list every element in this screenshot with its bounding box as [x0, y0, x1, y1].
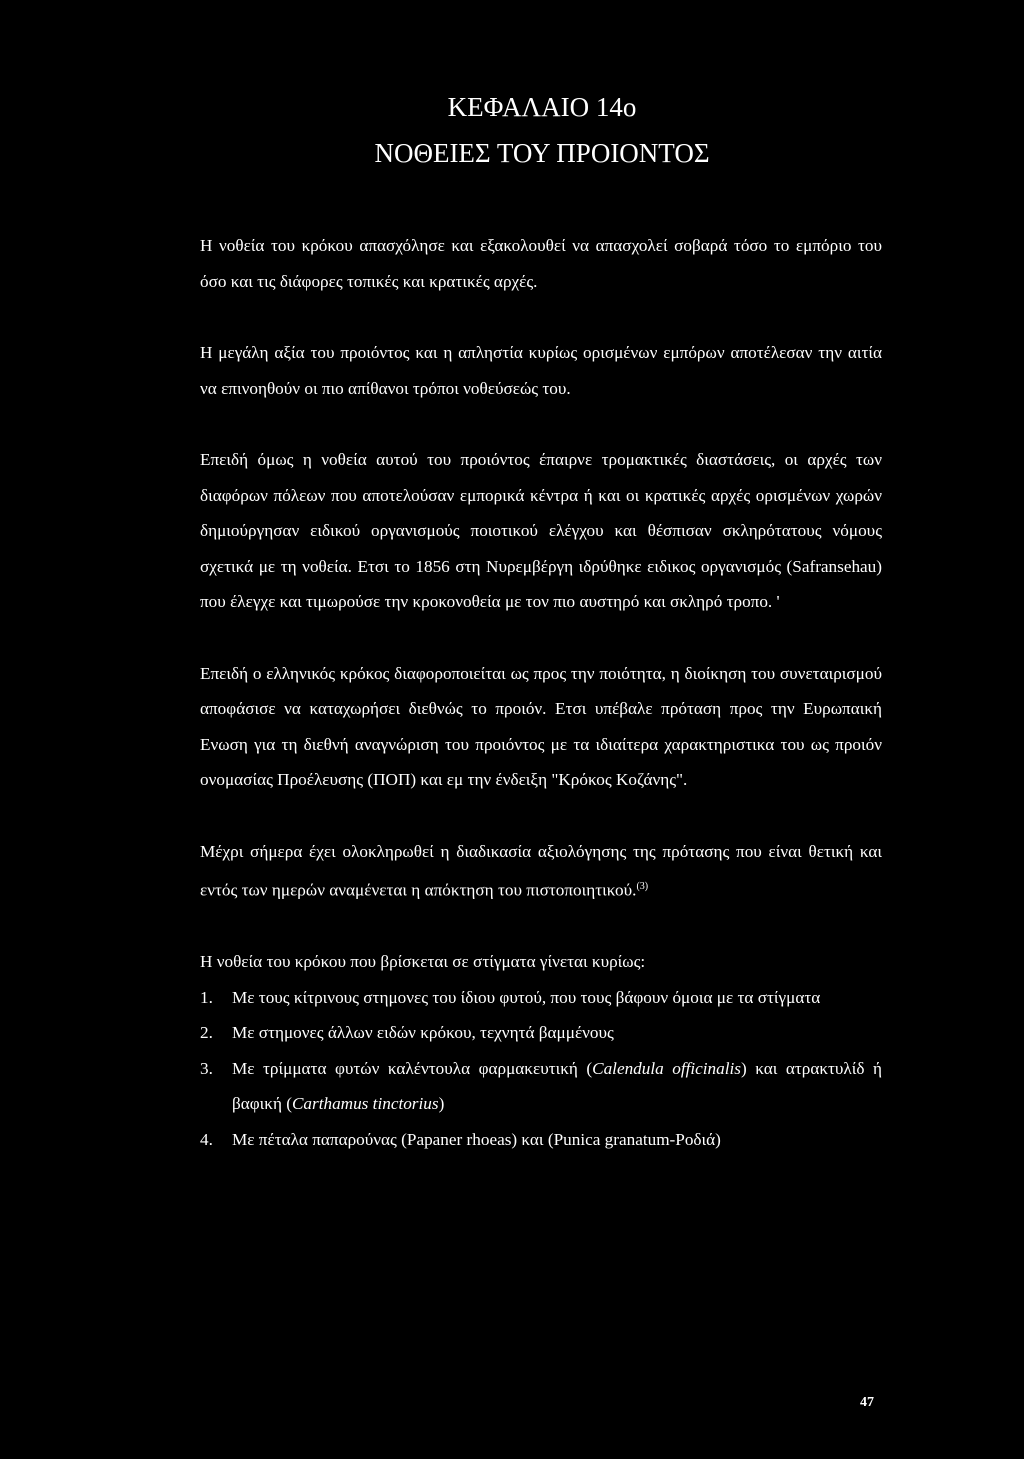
page-number: 47	[860, 1395, 874, 1410]
list-item-number: 2.	[200, 1023, 213, 1043]
list-item	[200, 980, 882, 1016]
paragraph-2: Η μεγάλη αξία του προιόντος και η απληστία κυρίως ορισμένων εμπόρων αποτέλεσαν την αιτία να επινοηθούν οι πιο απίθανοι τρόποι νοθεύσεώς του.	[200, 343, 882, 398]
footnote-marker: (3)	[636, 881, 649, 892]
paragraph-4: Επειδή ο ελληνικός κρόκος διαφοροποιείται ως προς την ποιότητα, η διοίκηση του συνεταιρισμού αποφάσισε να καταχωρήσει διεθνώς το προιόν. Ετσι υπέβαλε πρόταση προς την Ευρωπαική Ενωση για τη διεθνή αναγνώριση του προιόντος με τα ιδιαίτερα χαρακτηριστικα του ως προιόν ονομασίας Προέλευσης (ΠΟΠ) και εμ την ένδειξη "Κρόκος Κοζάνης".	[200, 663, 882, 789]
list-item-text: Με πέταλα παπαρούνας (Papaner rhoeas) και (Punica granatum-Ροδιά)	[232, 1129, 721, 1149]
list-item-text-part: ) και ατρακτυλίδ ή βαφική (	[232, 1058, 882, 1114]
list-item	[200, 1015, 882, 1051]
list-item-number: 3.	[200, 1058, 213, 1078]
list-item	[200, 1122, 882, 1158]
list-item-text: Με στημονες άλλων ειδών κρόκου, τεχνητά βαμμένους	[232, 1023, 614, 1043]
adulteration-list	[200, 980, 882, 1158]
chapter-number: ΚΕΦΑΛΑΙΟ 14ο	[447, 92, 637, 122]
paragraph-3: Επειδή όμως η νοθεία αυτού του προιόντος έπαιρνε τρομακτικές διαστάσεις, οι αρχές των διαφόρων πόλεων που αποτελούσαν εμπορικά κέντρα ή και οι κρατικές αρχές ορισμένων χωρών δημιούργησαν ειδικού οργανισμούς ποιοτικού ελέγχου και θέσπισαν σκληρότατους νόμους σχετικά με τη νοθεία. Ετσι το 1856 στη Νυρεμβέργη ιδρύθηκε ειδικος οργανισμός (Safransehau) που έλεγχε και τιμωρούσε την κροκονοθεία με τον πιο αυστηρό και σκληρό τροπο. '	[200, 450, 882, 611]
list-intro: Η νοθεία του κρόκου που βρίσκεται σε στίγματα γίνεται κυρίως:	[200, 952, 646, 972]
body-text	[200, 228, 882, 1157]
list-item-number: 1.	[200, 987, 213, 1007]
chapter-title: ΝΟΘΕΙΕΣ ΤΟΥ ΠΡΟΙΟΝΤΟΣ	[374, 138, 710, 168]
paragraph-5	[200, 834, 882, 909]
list-item-text	[232, 1051, 882, 1122]
latin-name: Carthamus tinctorius	[291, 1094, 439, 1114]
list-item-text: Με τους κίτρινους στημονες του ίδιου φυτού, που τους βάφουν όμοια με τα στίγματα	[232, 987, 821, 1007]
list-item-text-part: Με τρίμματα φυτών καλέντουλα φαρμακευτική (	[232, 1058, 593, 1078]
paragraph-1: Η νοθεία του κρόκου απασχόλησε και εξακολουθεί να απασχολεί σοβαρά τόσο το εμπόριο του όσο και τις διάφορες τοπικές και κρατικές αρχές.	[200, 236, 882, 291]
latin-name: Calendula officinalis	[592, 1058, 741, 1078]
list-item-text-part: )	[438, 1094, 445, 1114]
list-item	[200, 1051, 882, 1122]
chapter-heading	[0, 84, 1024, 176]
paragraph-5-text: Μέχρι σήμερα έχει ολοκληρωθεί η διαδικασία αξιολόγησης της πρότασης που είναι θετική και εντός των ημερών αναμένεται η απόκτηση του πιστοποιητικού.	[200, 841, 882, 900]
list-item-number: 4.	[200, 1129, 213, 1149]
